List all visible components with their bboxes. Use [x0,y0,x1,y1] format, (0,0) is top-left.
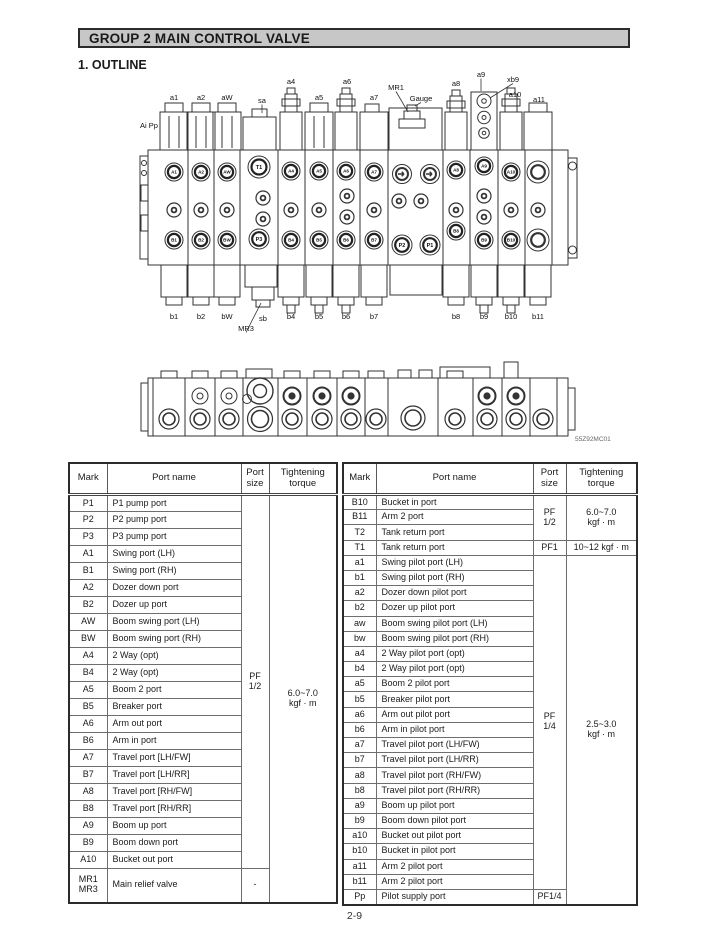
port-size-cell: - [241,869,269,903]
port-name-cell: Boom swing pilot port (RH) [376,631,533,646]
table-row [343,555,637,570]
table-row [343,495,637,510]
port-name-cell: Boom down port [107,835,241,852]
port-label: sa [258,96,266,105]
port-label: bW [221,312,233,321]
torque-cell: 2.5~3.0 kgf · m [566,555,637,904]
port-circle-label: A8 [453,167,459,173]
column-header: Mark [343,463,376,495]
port-label: xb9 [506,75,520,84]
port-name-cell: Swing port (LH) [107,546,241,563]
port-label: a5 [314,93,324,102]
mark-cell: B7 [69,767,107,784]
port-name-cell: Travel pilot port (LH/RR) [376,753,533,768]
port-circle-label: A9 [481,163,487,169]
port-circle-label: B6 [343,237,349,243]
port-name-cell: Tank return port [376,540,533,555]
port-name-cell: Tank return port [376,525,533,540]
port-name-cell: Dozer up pilot port [376,601,533,616]
mark-cell: b5 [343,692,376,707]
port-name-cell: P1 pump port [107,495,241,512]
mark-cell: b10 [343,844,376,859]
mark-cell: B11 [343,510,376,525]
port-table-right [342,462,638,906]
port-name-cell: P3 pump port [107,529,241,546]
mark-cell: b8 [343,783,376,798]
port-name-cell: Boom down pilot port [376,813,533,828]
port-size-cell: PF1/4 [533,889,566,904]
port-circle-label: BW [223,237,231,243]
mark-cell: A2 [69,580,107,597]
mark-cell: a8 [343,768,376,783]
port-name-cell: 2 Way (opt) [107,665,241,682]
column-header: Port name [376,463,533,495]
port-size-cell: PF 1/2 [241,495,269,869]
main-control-valve-diagram [0,0,709,460]
port-name-cell: Arm 2 port [376,510,533,525]
mark-cell: AW [69,614,107,631]
port-label: b7 [369,312,379,321]
column-header: Mark [69,463,107,495]
port-name-cell: Boom 2 port [107,682,241,699]
port-circle-label: B4 [288,237,294,243]
port-name-cell: Boom 2 pilot port [376,677,533,692]
torque-cell: 10~12 kgf · m [566,540,637,555]
mark-cell: A4 [69,648,107,665]
torque-cell: 6.0~7.0 kgf · m [566,495,637,541]
port-name-cell: Travel port [RH/FW] [107,784,241,801]
port-name-cell: Bucket out pilot port [376,829,533,844]
port-circle-label: B1 [171,237,177,243]
decorative-fittings [159,161,553,432]
port-name-cell: Travel pilot port (LH/FW) [376,738,533,753]
port-name-cell: Breaker pilot port [376,692,533,707]
port-name-cell: 2 Way pilot port (opt) [376,646,533,661]
mark-cell: b4 [343,662,376,677]
port-circle-label: B9 [481,237,487,243]
port-name-cell: Boom swing port (RH) [107,631,241,648]
mark-cell: T1 [343,540,376,555]
valve-front-view [140,88,577,313]
mark-cell: B8 [69,801,107,818]
mark-cell: BW [69,631,107,648]
section-heading: 1. OUTLINE [78,58,147,72]
port-label: b9 [479,312,489,321]
port-circle-label: A4 [288,168,294,174]
mark-cell: a7 [343,738,376,753]
port-label: a4 [286,77,296,86]
mark-cell: Pp [343,889,376,904]
column-header: Port size [533,463,566,495]
port-circle-label: A1 [171,169,177,175]
port-name-cell: Travel port [LH/RR] [107,767,241,784]
column-header: Tightening torque [566,463,637,495]
port-name-cell: Dozer down port [107,580,241,597]
port-label: aW [221,93,233,102]
port-name-cell: Arm 2 pilot port [376,859,533,874]
port-label: b11 [532,312,544,321]
torque-cell: 6.0~7.0 kgf · m [269,495,337,903]
mark-cell: b7 [343,753,376,768]
port-circle-label: B7 [371,237,377,243]
port-label: Gauge [409,94,433,103]
port-name-cell: Pilot supply port [376,889,533,904]
mark-cell: B6 [69,733,107,750]
port-name-cell: Breaker port [107,699,241,716]
mark-cell: P2 [69,512,107,529]
port-name-cell: Boom up port [107,818,241,835]
port-size-cell: PF1 [533,540,566,555]
mark-cell: b1 [343,570,376,585]
port-name-cell: 2 Way (opt) [107,648,241,665]
port-label: sb [259,314,267,323]
port-label: b5 [314,312,324,321]
mark-cell: P3 [69,529,107,546]
port-name-cell: Swing pilot port (RH) [376,570,533,585]
port-circle-label: B5 [316,237,322,243]
column-header: Port name [107,463,241,495]
mark-cell: a10 [343,829,376,844]
mark-cell: bw [343,631,376,646]
port-label: a10 [508,90,522,99]
mark-cell: a11 [343,859,376,874]
port-label: MR3 [238,324,254,333]
table-row [69,495,337,512]
port-name-cell: 2 Way pilot port (opt) [376,662,533,677]
mark-cell: A9 [69,818,107,835]
mark-cell: A6 [69,716,107,733]
mark-cell: A1 [69,546,107,563]
mark-cell: a9 [343,798,376,813]
port-label: a9 [476,70,486,79]
mark-cell: a1 [343,555,376,570]
top-port-labels [140,70,545,130]
port-label: a6 [342,77,352,86]
column-header: Tightening torque [269,463,337,495]
port-label: a11 [533,95,545,104]
port-name-cell: Arm out pilot port [376,707,533,722]
port-circle-label: A2 [198,169,204,175]
port-name-cell: Travel port [LH/FW] [107,750,241,767]
port-label: a2 [196,93,206,102]
port-label: b8 [451,312,461,321]
port-name-cell: Swing port (RH) [107,563,241,580]
port-name-cell: Boom swing port (LH) [107,614,241,631]
port-label: b10 [504,312,518,321]
mark-cell: P1 [69,495,107,512]
port-name-cell: Main relief valve [107,869,241,903]
port-name-cell: Travel port [RH/RR] [107,801,241,818]
port-circle-label: AW [223,169,231,175]
port-circle-label: T1 [255,165,263,171]
port-name-cell: Bucket in port [376,495,533,510]
port-label: b4 [286,312,296,321]
mark-cell: A7 [69,750,107,767]
port-label: a8 [451,79,461,88]
mark-cell: B4 [69,665,107,682]
bottom-port-labels [170,312,544,333]
mark-cell: b2 [343,601,376,616]
port-name-cell: Arm out port [107,716,241,733]
port-table-left [68,462,338,904]
mark-cell: a5 [343,677,376,692]
port-name-cell: Dozer up port [107,597,241,614]
port-label: b6 [341,312,351,321]
mark-cell: MR1 MR3 [69,869,107,903]
port-circle-label: A6 [343,168,349,174]
mark-cell: b11 [343,874,376,889]
port-circles [165,156,520,255]
port-circle-label: B8 [453,228,459,234]
port-name-cell: Bucket in pilot port [376,844,533,859]
mark-cell: A10 [69,852,107,869]
mark-cell: B9 [69,835,107,852]
port-size-cell: PF 1/2 [533,495,566,541]
table-row [343,540,637,555]
figure-code: 55Z92MC01 [575,436,611,443]
port-size-cell: PF 1/4 [533,555,566,889]
port-label: b1 [169,312,179,321]
port-name-cell: Boom swing pilot port (LH) [376,616,533,631]
port-label: MR1 [388,83,404,92]
port-name-cell: Arm 2 pilot port [376,874,533,889]
mark-cell: A5 [69,682,107,699]
mark-cell: b6 [343,722,376,737]
mark-cell: b9 [343,813,376,828]
port-circle-label: B10 [506,237,516,243]
port-name-cell: Travel pilot port (RH/RR) [376,783,533,798]
mark-cell: aw [343,616,376,631]
port-name-cell: Arm in port [107,733,241,750]
port-name-cell: Boom up pilot port [376,798,533,813]
port-label: a1 [169,93,179,102]
mark-cell: A8 [69,784,107,801]
port-name-cell: Travel pilot port (RH/FW) [376,768,533,783]
mark-cell: B5 [69,699,107,716]
port-label: b2 [196,312,206,321]
mark-cell: a4 [343,646,376,661]
mark-cell: B10 [343,495,376,510]
port-circle-label: P1 [426,243,434,249]
port-circle-label: A10 [506,169,516,175]
mark-cell: a6 [343,707,376,722]
group-title: GROUP 2 MAIN CONTROL VALVE [89,30,310,46]
port-name-cell: Bucket out port [107,852,241,869]
port-name-cell: P2 pump port [107,512,241,529]
port-circle-label: P2 [398,243,406,249]
page-number: 2-9 [346,910,363,922]
port-circle-label: B2 [198,237,204,243]
mark-cell: T2 [343,525,376,540]
port-circle-label: P3 [255,237,263,243]
mark-cell: B1 [69,563,107,580]
column-header: Port size [241,463,269,495]
port-name-cell: Dozer down pilot port [376,586,533,601]
mark-cell: a2 [343,586,376,601]
port-name-cell: Swing pilot port (LH) [376,555,533,570]
port-label: a7 [369,93,379,102]
port-name-cell: Arm in pilot port [376,722,533,737]
mark-cell: B2 [69,597,107,614]
port-circle-label: A5 [316,168,322,174]
port-label: Ai Pp [140,121,158,130]
port-circle-label: A7 [371,169,377,175]
